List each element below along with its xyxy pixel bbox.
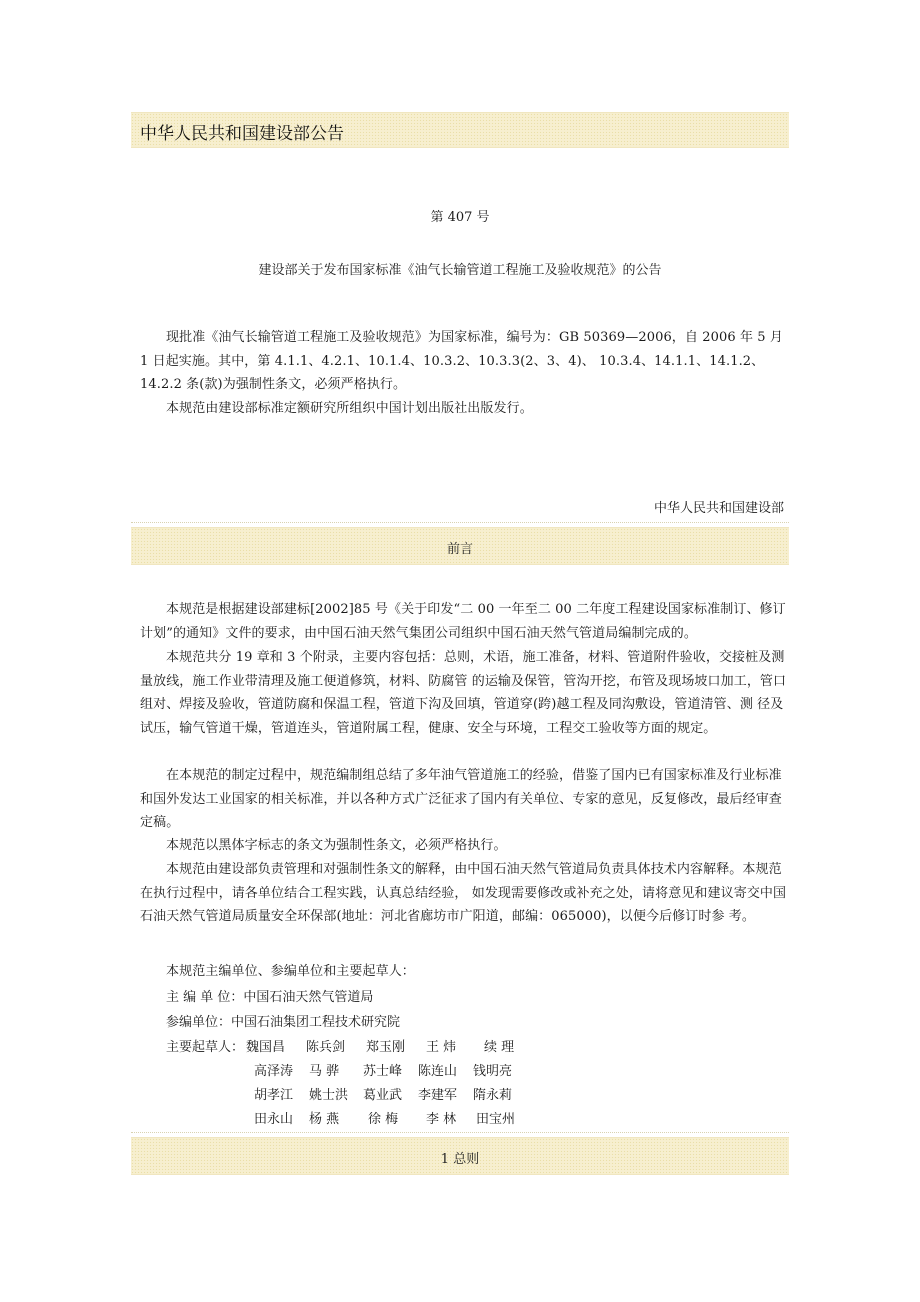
divider	[131, 522, 789, 523]
drafter-name: 隋永莉	[473, 1088, 513, 1103]
announcement-signature: 中华人民共和国建设部	[653, 501, 784, 516]
announcement-paragraph-1: 现批准《油气长输管道工程施工及验收规范》为国家标准，编号为：GB 50369—2006，自 2006 年 5 月 1 日起实施。其中，第 4.1.1、4.2.1、10.1.4、10.3.2、10.3.3(2、3、4)、 10.3.4、14.1.1、14.1.2、14.2.2 条(款)为强制性条文，必须严格执行。	[140, 330, 783, 392]
drafter-name: 苏士峰	[363, 1064, 403, 1079]
page-title: 中华人民共和国建设部公告	[140, 124, 344, 144]
divider	[131, 1132, 789, 1133]
preface-heading: 前言	[446, 542, 473, 557]
drafter-name: 魏国昌	[246, 1040, 286, 1055]
preface-paragraph-5: 本规范由建设部负责管理和对强制性条文的解释，由中国石油天然气管道局负责具体技术内容解释。本规范在执行过程中，请各单位结合工程实践，认真总结经验， 如发现需要修改或补充之处，请将意见和建议寄交中国石油天然气管道局质量安全环保部(地址：河北省廊坊市广阳道，邮编：065000)，以便今后修订时参 考。	[140, 862, 787, 924]
drafter-name: 郑玉刚	[366, 1040, 406, 1055]
drafter-name: 续 理	[484, 1040, 515, 1055]
drafter-name: 田宝州	[476, 1112, 516, 1127]
chapter1-heading: 1 总则	[440, 1152, 480, 1167]
preface-paragraph-2: 本规范共分 19 章和 3 个附录，主要内容包括：总则，术语，施工准备，材料、管道附件验收，交接桩及测量放线，施工作业带清理及施工便道修筑，材料、防腐管 的运输及保管，管沟开挖，布管及现场坡口加工，管口组对、焊接及验收，管道防腐和保温工程，管道下沟及回填，管道穿(跨)越工程及同沟敷设，管道清管、测 径及试压，输气管道干燥，管道连头，管道附属工程，健康、安全与环境，工程交工验收等方面的规定。	[140, 650, 787, 736]
drafter-name: 王 炜	[426, 1040, 457, 1055]
drafter-name: 陈连山	[418, 1064, 458, 1079]
drafter-name: 高泽涛	[254, 1064, 294, 1079]
preface-paragraph-6: 本规范主编单位、参编单位和主要起草人：	[166, 964, 415, 979]
drafter-name: 李建军	[418, 1088, 458, 1103]
preface-banner	[131, 527, 789, 565]
drafter-name: 李 林	[426, 1112, 457, 1127]
drafters-label: 主要起草人：	[166, 1040, 245, 1055]
drafter-name: 徐 梅	[368, 1112, 399, 1127]
preface-paragraph-1: 本规范是根据建设部建标[2002]85 号《关于印发“二 00 一年至二 00 二年度工程建设国家标准制订、修订计划”的通知》文件的要求，由中国石油天然气集团公司组织中国石油天然气管道局编制完成的。	[140, 602, 786, 641]
drafter-name: 钱明亮	[473, 1064, 513, 1079]
chief-editing-unit: 主 编 单 位：中国石油天然气管道局	[166, 990, 374, 1005]
drafter-name: 田永山	[254, 1112, 294, 1127]
drafter-name: 马 骅	[309, 1064, 340, 1079]
drafter-name: 姚士洪	[309, 1088, 349, 1103]
drafter-name: 杨 燕	[309, 1112, 340, 1127]
drafter-name: 葛业武	[363, 1088, 403, 1103]
chapter1-banner	[131, 1137, 789, 1175]
announcement-paragraph-2: 本规范由建设部标准定额研究所组织中国计划出版社出版发行。	[166, 401, 533, 416]
drafter-name: 陈兵剑	[306, 1040, 346, 1055]
preface-paragraph-3: 在本规范的制定过程中，规范编制组总结了多年油气管道施工的经验，借鉴了国内已有国家标准及行业标准和国外发达工业国家的相关标准，并以各种方式广泛征求了国内有关单位、专家的意见，反复修改，最后经审查定稿。	[140, 768, 782, 830]
participating-unit: 参编单位：中国石油集团工程技术研究院	[166, 1015, 401, 1030]
drafter-name: 胡孝江	[254, 1088, 294, 1103]
title-banner	[131, 112, 789, 148]
announcement-number: 第 407 号	[430, 210, 490, 225]
announcement-subject: 建设部关于发布国家标准《油气长输管道工程施工及验收规范》的公告	[258, 263, 662, 278]
preface-paragraph-4: 本规范以黑体字标志的条文为强制性条文，必须严格执行。	[166, 838, 507, 853]
